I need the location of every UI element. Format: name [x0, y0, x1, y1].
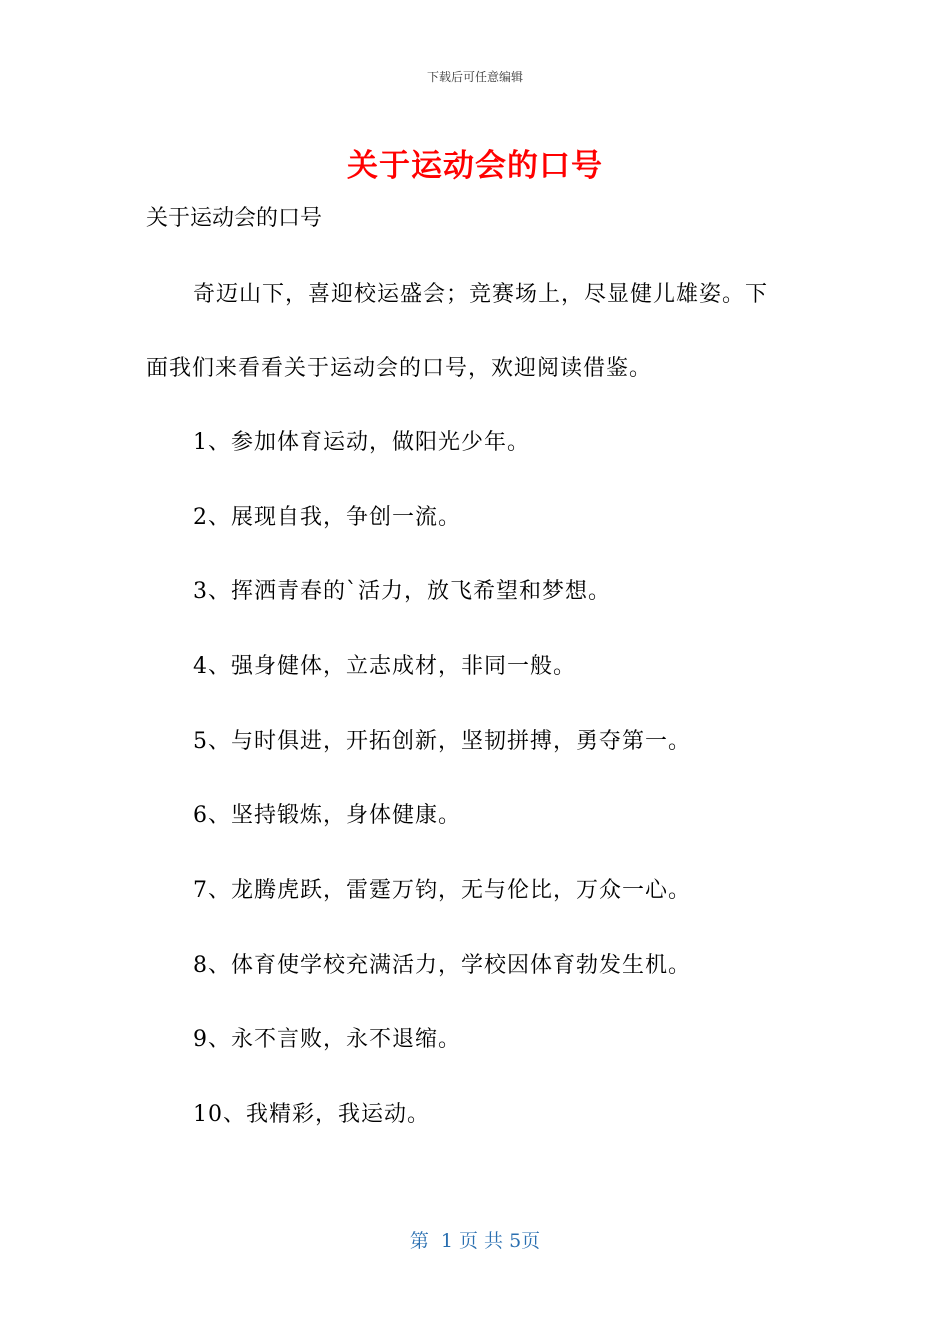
intro-paragraph-line-1: 奇迈山下，喜迎校运盛会；竞赛场上，尽显健儿雄姿。下 [193, 282, 769, 307]
slogan-item: 10、我精彩，我运动。 [193, 1102, 430, 1127]
intro-paragraph-line-2: 面我们来看看关于运动会的口号，欢迎阅读借鉴。 [146, 356, 653, 381]
header-note: 下载后可任意编辑 [426, 70, 523, 84]
document-subtitle: 关于运动会的口号 [146, 206, 323, 231]
slogan-item: 4、强身健体，立志成材，非同一般。 [193, 654, 576, 679]
slogan-item: 2、展现自我，争创一流。 [193, 505, 461, 530]
slogan-item: 9、永不言败，永不退缩。 [193, 1027, 461, 1052]
slogan-item: 7、龙腾虎跃，雷霆万钧，无与伦比，万众一心。 [193, 878, 691, 903]
document-title: 关于运动会的口号 [347, 148, 603, 184]
slogan-item: 1、参加体育运动，做阳光少年。 [193, 430, 530, 455]
slogan-item: 5、与时俱进，开拓创新，坚韧拼搏，勇夺第一。 [193, 729, 691, 754]
slogan-item: 8、体育使学校充满活力，学校因体育勃发生机。 [193, 953, 691, 978]
page-indicator: 第 1 页 共 5页 [409, 1230, 541, 1252]
slogan-item: 6、坚持锻炼，身体健康。 [193, 803, 461, 828]
slogan-item: 3、挥洒青春的`活力，放飞希望和梦想。 [193, 579, 611, 604]
